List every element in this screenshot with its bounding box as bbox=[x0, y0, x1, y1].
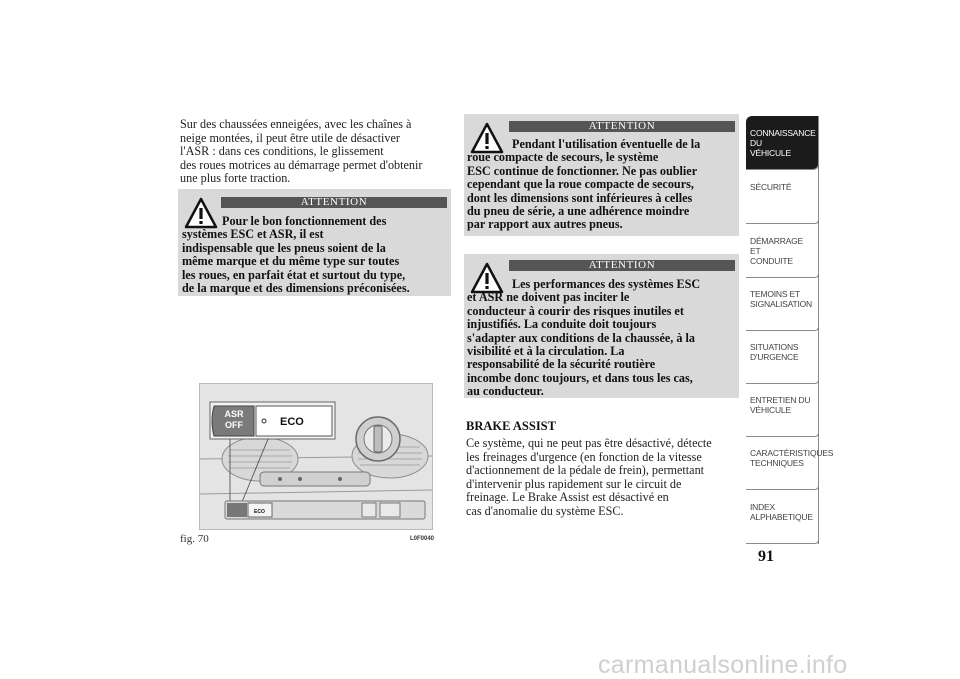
tab-entretien-du-vehicule[interactable]: ENTRETIEN DU VÉHICULE bbox=[746, 383, 819, 437]
warning-box-tyres bbox=[178, 189, 451, 296]
tab-caracteristiques-techniques[interactable]: CARACTÉRISTIQUES TECHNIQUES bbox=[746, 436, 819, 490]
warning-text: Pendant l'utilisation éventuelle de la roue compacte de secours, le système ESC continue de fonctionner. Ne pas oublier cependant que la roue compacte de secours, dont les dimensions sont inférieures à celles du pneu de série, a une adhérence moindre par rapport aux autres pneus. bbox=[467, 137, 701, 232]
chapter-sidebar bbox=[746, 116, 834, 544]
warning-label: ATTENTION bbox=[509, 121, 735, 132]
page-number: 91 bbox=[758, 548, 774, 565]
warning-label: ATTENTION bbox=[221, 197, 447, 208]
figure-dashboard-controls bbox=[199, 383, 433, 530]
watermark: carmanualsonline.info bbox=[598, 651, 848, 679]
section-heading-brake-assist: BRAKE ASSIST bbox=[466, 419, 556, 433]
tab-securite[interactable]: SÉCURITÉ bbox=[746, 170, 819, 224]
tab-situations-d-urgence[interactable]: SITUATIONS D'URGENCE bbox=[746, 330, 819, 384]
figure-code: L0F0040 bbox=[410, 536, 435, 542]
warning-text: Pour le bon fonctionnement des systèmes ESC et ASR, il est indispensable que les pneus soient de la même marque et du même type sur toutes les roues, en parfait état et surtout du type, de la marque et des dimensions préconisées. bbox=[182, 214, 410, 296]
asr-label: ASR bbox=[224, 409, 244, 419]
warning-label: ATTENTION bbox=[509, 260, 735, 271]
dashboard-illustration bbox=[200, 384, 433, 530]
eco-label: ECO bbox=[280, 416, 304, 428]
intro-paragraph: Sur des chaussées enneigées, avec les chaînes à neige montées, il peut être utile de désactiver l'ASR : dans ces conditions, le glissement des roues motrices au démarrage permet d'obtenir une plus forte traction. bbox=[180, 117, 423, 186]
svg-text:ECO: ECO bbox=[254, 509, 265, 515]
brake-assist-paragraph: Ce système, qui ne peut pas être désactivé, détecte les freinages d'urgence (en fonction de la vitesse d'actionnement de la pédale de frein), permettant d'intervenir plus rapidement sur le circuit de freinage. Le Brake Assist est désactivé en cas d'anomalie du système ESC. bbox=[466, 436, 712, 518]
tab-temoins-et-signalisation[interactable]: TEMOINS ET SIGNALISATION bbox=[746, 277, 819, 331]
tab-connaissance-du-vehicule[interactable]: CONNAISSANCE DU VÉHICULE bbox=[746, 116, 819, 170]
warning-box-performance bbox=[464, 254, 739, 398]
off-label: OFF bbox=[225, 420, 243, 430]
tab-demarrage-et-conduite[interactable]: DÉMARRAGE ET CONDUITE bbox=[746, 224, 819, 278]
warning-box-spare-wheel bbox=[464, 114, 739, 236]
warning-text: Les performances des systèmes ESC et ASR ne doivent pas inciter le conducteur à courir des risques inutiles et injustifiés. La conduite doit toujours s'adapter aux conditions de la chaussée, à la visibilité et à la circulation. La responsabilité de la sécurité routière incombe donc toujours, et dans tous les cas, au conducteur. bbox=[467, 277, 701, 399]
tab-index-alphabetique[interactable]: INDEX ALPHABETIQUE bbox=[746, 490, 819, 544]
figure-caption: fig. 70 bbox=[180, 533, 209, 545]
